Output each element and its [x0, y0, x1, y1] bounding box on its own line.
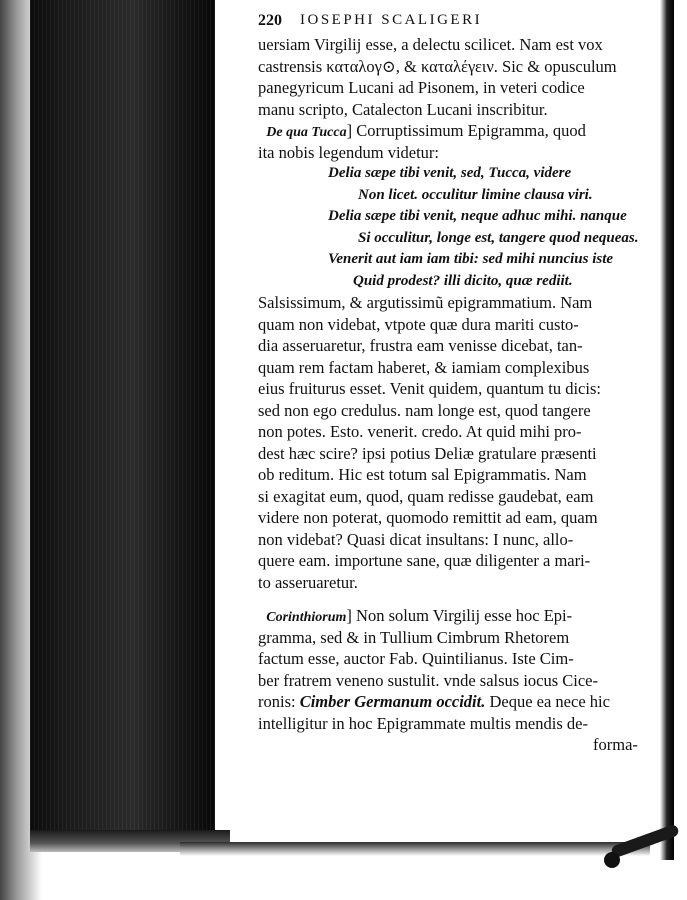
text-line: quam non videbat, vtpote quæ dura mariti custo- — [258, 314, 579, 334]
quoted-phrase: Cimber Germanum occidit. — [299, 692, 486, 711]
text-line: videre non poterat, quomodo remittit ad eam, quam — [258, 508, 598, 527]
text-segment: Deque ea nece hic — [489, 692, 610, 711]
text-line: dest hæc scire? ipsi potius Deliæ gratulare præsenti — [258, 443, 597, 463]
paragraph-gap — [258, 593, 658, 605]
page-text-block — [258, 10, 658, 756]
text-line: ita nobis legendum videtur: — [258, 142, 440, 162]
text-line: non videbat? Quasi dicat insultans: I nunc, allo- — [258, 529, 574, 549]
lemma-label: Corinthiorum — [266, 610, 347, 625]
text-line: castrensis καταλογ⊙, & καταλέγειν. Sic & opusculum — [258, 56, 617, 76]
text-line — [258, 691, 658, 713]
text-line: factum esse, auctor Fab. Quintilianus. Iste Cim- — [258, 649, 574, 668]
verse-line: Delia sæpe tibi venit, neque adhuc mihi. nanque — [328, 208, 627, 224]
bookmark-ribbon-tip — [604, 852, 620, 868]
catchword: forma- — [593, 735, 638, 754]
lemma-line — [258, 605, 658, 627]
right-page-edge — [660, 0, 674, 860]
text-line: manu scripto, Catalecton Lucani inscribitur. — [258, 99, 548, 119]
text-line: to asseruaretur. — [258, 572, 358, 592]
text-line: Salsissimum, & argutissimũ epigrammatium. Nam — [258, 293, 593, 312]
lemma-text: ] Corruptissimum Epigramma, quod — [346, 121, 586, 140]
text-line: ob reditum. Hic est totum sal Epigrammatis. Nam — [258, 465, 587, 484]
text-segment: ronis: — [258, 692, 296, 711]
text-line: si exagitat eum, quod, quam redisse gaudebat, eam — [258, 486, 594, 506]
verse-line: Non licet. occulitur limine clausa viri. — [358, 186, 593, 203]
verse-line: Quid prodest? illi dicito, quæ rediit. — [353, 272, 573, 289]
text-line: eius fruiturus esset. Venit quidem, quantum tu dicis: — [258, 379, 601, 398]
verse-line: Si occulitur, longe est, tangere quod nequeas. — [358, 229, 639, 246]
lemma-label: De qua Tucca — [266, 125, 347, 140]
lemma-line — [258, 120, 658, 142]
text-line: quere eam. importune sane, quæ diligenter a mari- — [258, 551, 591, 570]
running-head-title: IOSEPHI SCALIGERI — [300, 12, 483, 28]
text-line: ber fratrem veneno sustulit. vnde salsus iocus Cice- — [258, 670, 598, 690]
text-line: non potes. Esto. venerit. credo. At quid mihi pro- — [258, 422, 582, 441]
text-line: panegyricum Lucani ad Pisonem, in veteri codice — [258, 78, 585, 97]
text-line: uersiam Virgilij esse, a delectu scilicet. Nam est vox — [258, 35, 603, 54]
verse-line: Venerit aut iam iam tibi: sed mihi nuncius iste — [328, 251, 614, 267]
running-header — [258, 10, 658, 34]
verse-line: Delia sæpe tibi venit, sed, Tucca, videre — [328, 165, 572, 181]
text-line: intelligitur in hoc Epigrammate multis mendis de- — [258, 713, 588, 733]
book-spine-gutter — [30, 0, 215, 852]
page-number: 220 — [258, 12, 282, 29]
text-line: sed non ego credulus. nam longe est, quod tangere — [258, 400, 591, 420]
text-line: quam rem factam haberet, & iamiam complexibus — [258, 357, 590, 377]
page-bottom-shadow — [180, 842, 650, 856]
text-line: dia asseruaretur, frustra eam venisse dicebat, tan- — [258, 336, 583, 355]
lemma-text: ] Non solum Virgilij esse hoc Epi- — [346, 606, 573, 625]
text-line: gramma, sed & in Tullium Cimbrum Rhetorem — [258, 627, 570, 647]
